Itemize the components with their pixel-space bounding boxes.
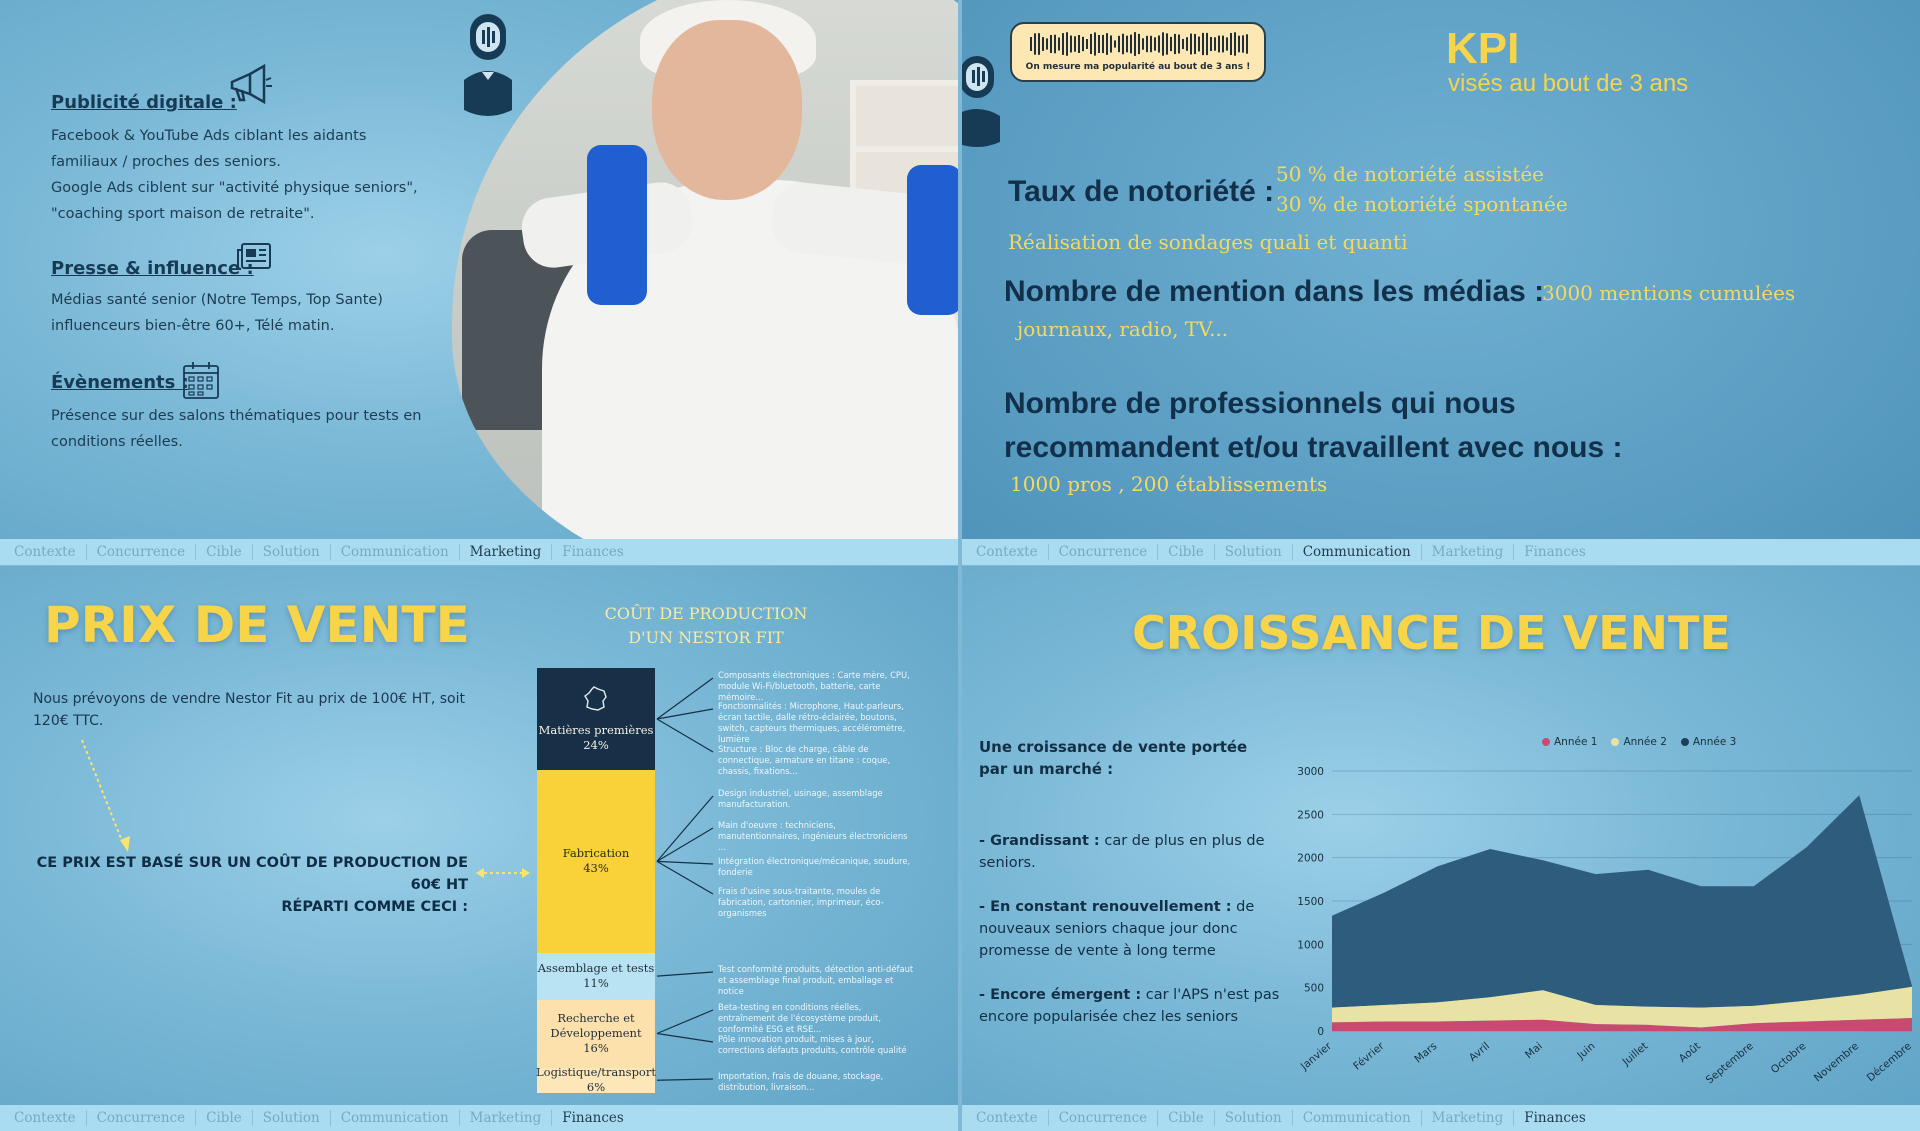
- connector-line: [657, 709, 713, 719]
- answer-mentions: 3000 mentions cumulées: [1542, 281, 1796, 305]
- wave-bar: [1138, 34, 1140, 54]
- slide-nav: [962, 539, 1920, 565]
- wave-bar: [1094, 32, 1096, 55]
- nav-solution[interactable]: Solution: [252, 544, 330, 560]
- nav-solution[interactable]: Solution: [252, 1110, 330, 1126]
- cost-note: Frais d'usine sous-traitante, moules de fabrication, cartonnier, imprimeur, éco-organismes: [718, 886, 884, 918]
- x-tick-label: Avril: [1466, 1040, 1493, 1065]
- wave-bar: [1098, 35, 1100, 53]
- nav-communication[interactable]: Communication: [330, 544, 459, 560]
- wave-bar: [1082, 37, 1084, 51]
- area-annee-3: [1332, 795, 1912, 1007]
- nav-finances[interactable]: Finances: [1513, 1110, 1596, 1126]
- wave-bar: [1234, 32, 1236, 55]
- dotted-arrow-down: [76, 736, 136, 856]
- connector-line: [657, 719, 713, 752]
- connector-line: [657, 1034, 713, 1043]
- wave-bar: [1038, 33, 1040, 55]
- cost-note: Fonctionnalités : Microphone, Haut-parleurs, écran tactile, dalle rétro-éclairée, boutons, switch, capteurs thermiques, accéléromètre, lumière: [718, 701, 906, 744]
- x-tick-label: Août: [1676, 1040, 1704, 1065]
- segment-logistique-transport: [536, 1065, 656, 1095]
- wave-bar: [1090, 34, 1092, 54]
- slide-nav: [0, 1105, 958, 1131]
- wave-bar: [1134, 32, 1136, 56]
- wave-bar: [1166, 33, 1168, 54]
- question-pros: Nombre de professionnels qui nous recommandent et/ou travaillent avec nous :: [1004, 387, 1623, 464]
- segment-fabrication: [537, 770, 655, 953]
- connector-line: [657, 1079, 713, 1080]
- nav-marketing[interactable]: Marketing: [459, 1110, 552, 1126]
- badge-caption: On mesure ma popularité au bout de 3 ans !: [1025, 62, 1251, 72]
- segment-label: Logistique/transport: [536, 1065, 656, 1080]
- wave-bar: [1066, 32, 1068, 56]
- wave-bar: [1106, 33, 1108, 55]
- price-title: PRIX DE VENTE: [44, 596, 470, 654]
- x-tick-label: Décembre: [1864, 1040, 1914, 1085]
- segment-percent: 6%: [586, 1080, 606, 1095]
- cost-note: Test conformité produits, détection anti-défaut et assemblage final produit, emballage et notice: [718, 964, 914, 996]
- cost-note: Importation, frais de douane, stockage, distribution, livraison...: [718, 1071, 884, 1092]
- wave-bar: [1194, 34, 1196, 54]
- section-text-press: Médias santé senior (Notre Temps, Top Sante) influenceurs bien-être 60+, Télé matin.: [51, 292, 383, 334]
- wave-bar: [1086, 39, 1088, 49]
- growth-area-chart: [1272, 751, 1920, 1106]
- wave-bar: [1154, 37, 1156, 50]
- wave-bar: [1110, 35, 1112, 52]
- wave-bar: [1242, 35, 1244, 52]
- nav-cible[interactable]: Cible: [195, 544, 252, 560]
- calendar-icon: [182, 360, 220, 400]
- x-tick-label: Mars: [1412, 1040, 1440, 1066]
- legend-annee-2: Année 2: [1611, 736, 1666, 748]
- nav-marketing[interactable]: Marketing: [1421, 1110, 1514, 1126]
- wave-bar: [1198, 37, 1200, 52]
- slide-nav: [962, 1105, 1920, 1131]
- price-intro: Nous prévoyons de vendre Nestor Fit au prix de 100€ HT, soit 120€ TTC.: [33, 691, 465, 729]
- segment-recherche-developpement: [537, 1000, 655, 1068]
- cost-note: Intégration électronique/mécanique, soudure, fonderie: [718, 856, 911, 877]
- wave-bar: [1222, 36, 1224, 53]
- wave-bar: [1118, 36, 1120, 52]
- growth-point-3: - Encore émergent : car l'APS n'est pas encore popularisée chez les seniors: [979, 987, 1280, 1025]
- wave-bar: [1210, 37, 1212, 51]
- question-mentions: Nombre de mention dans les médias :: [1004, 275, 1545, 308]
- wave-bar: [1162, 32, 1164, 55]
- dumbbell-right: [907, 165, 958, 315]
- wave-bar: [1042, 37, 1044, 51]
- cost-note: Design industriel, usinage, assemblage manufacturation.: [718, 788, 883, 809]
- mascot-icon: [458, 10, 518, 120]
- segment-label: Recherche et Développement: [550, 1011, 642, 1040]
- wave-bar: [1142, 38, 1144, 49]
- connector-line: [657, 1010, 713, 1034]
- growth-title: CROISSANCE DE VENTE: [1132, 606, 1731, 660]
- wave-bar: [1202, 33, 1204, 55]
- chart-legend: [1542, 736, 1736, 748]
- dotted-arrow-horizontal: [476, 866, 530, 880]
- nav-communication[interactable]: Communication: [330, 1110, 459, 1126]
- connector-line: [657, 861, 713, 894]
- nav-marketing[interactable]: Marketing: [1421, 544, 1514, 560]
- answer-notoriete-note: Réalisation de sondages quali et quanti: [1008, 230, 1408, 254]
- cost-note: Composants électroniques : Carte mère, CPU, module Wi-Fi/bluetooth, batterie, carte mémoire...: [718, 670, 910, 702]
- x-tick-label: Novembre: [1811, 1040, 1862, 1085]
- wave-bar: [1050, 35, 1052, 53]
- nav-communication[interactable]: Communication: [1292, 1110, 1421, 1126]
- section-title-digital: Publicité digitale :: [51, 92, 237, 113]
- wave-bar: [1122, 34, 1124, 54]
- x-tick-label: Juin: [1575, 1040, 1598, 1062]
- y-tick-label: 1000: [1297, 939, 1324, 952]
- wave-bar: [1238, 36, 1240, 53]
- segment-percent: 24%: [583, 738, 609, 752]
- dumbbell-left: [587, 145, 647, 305]
- question-notoriete: Taux de notoriété :: [1008, 175, 1275, 208]
- answer-pros: 1000 pros , 200 établissements: [1010, 472, 1328, 496]
- slide-prix-de-vente: [0, 566, 958, 1131]
- cost-title: COÛT DE PRODUCTION D'UN NESTOR FIT: [604, 604, 808, 647]
- wave-bar: [1246, 34, 1248, 53]
- nav-contexte[interactable]: Contexte: [976, 1110, 1038, 1126]
- nav-finances[interactable]: Finances: [551, 544, 634, 560]
- segment-percent: 11%: [583, 976, 609, 991]
- x-tick-label: Mai: [1523, 1040, 1545, 1062]
- growth-intro: Une croissance de vente portée par un marché :: [979, 738, 1248, 778]
- x-tick-label: Septembre: [1703, 1040, 1756, 1087]
- kpi-title: KPI: [1446, 24, 1520, 73]
- wave-bar: [1174, 34, 1176, 54]
- nav-cible[interactable]: Cible: [1157, 1110, 1214, 1126]
- wave-bar: [1218, 36, 1220, 53]
- segment-assemblage-tests: [537, 953, 655, 1000]
- wave-bar: [1126, 36, 1128, 53]
- wave-bar: [1114, 40, 1116, 47]
- slide-nav: [0, 539, 958, 565]
- wave-bar: [1078, 35, 1080, 53]
- x-tick-label: Février: [1351, 1040, 1387, 1073]
- nav-contexte[interactable]: Contexte: [14, 1110, 76, 1126]
- nav-solution[interactable]: Solution: [1214, 1110, 1292, 1126]
- wave-bar: [1034, 33, 1036, 54]
- slide-kpi: [962, 0, 1920, 565]
- nav-marketing[interactable]: Marketing: [459, 544, 552, 560]
- face: [652, 20, 802, 200]
- nav-communication[interactable]: Communication: [1292, 544, 1421, 560]
- nav-concurrence[interactable]: Concurrence: [1048, 544, 1158, 560]
- wave-bar: [1146, 36, 1148, 52]
- y-tick-label: 500: [1303, 982, 1324, 995]
- segment-label: Fabrication: [562, 846, 630, 861]
- section-title-events: Évènements :: [51, 372, 189, 393]
- wave-bar: [1178, 35, 1180, 54]
- legend-annee-3: Année 3: [1681, 736, 1736, 748]
- nav-concurrence[interactable]: Concurrence: [86, 1110, 196, 1126]
- y-tick-label: 3000: [1297, 766, 1324, 778]
- wave-bar: [1226, 37, 1228, 50]
- nav-concurrence[interactable]: Concurrence: [86, 544, 196, 560]
- nav-cible[interactable]: Cible: [1157, 544, 1214, 560]
- wave-bar: [1102, 35, 1104, 53]
- connector-line: [657, 828, 713, 861]
- y-tick-label: 0: [1317, 1026, 1324, 1038]
- answer-mentions-note: journaux, radio, TV...: [1017, 317, 1229, 341]
- slide-croissance: [962, 566, 1920, 1131]
- wave-bar: [1158, 36, 1160, 53]
- nav-cible[interactable]: Cible: [195, 1110, 252, 1126]
- y-tick-label: 2000: [1297, 852, 1324, 865]
- wave-bar: [1030, 37, 1032, 51]
- x-tick-label: Juillet: [1620, 1040, 1651, 1068]
- segment-label: Matières premières: [538, 723, 654, 737]
- connector-line: [657, 861, 713, 864]
- growth-point-2: - En constant renouvellement : de nouveaux seniors chaque jour donc promesse de vente à long terme: [979, 899, 1255, 959]
- popularity-badge: [1010, 22, 1266, 82]
- france-map-icon: [582, 685, 610, 713]
- nav-contexte[interactable]: Contexte: [976, 544, 1038, 560]
- y-tick-label: 1500: [1297, 896, 1324, 908]
- megaphone-icon: [226, 62, 272, 108]
- wave-bar: [1150, 36, 1152, 52]
- growth-point-1: - Grandissant : car de plus en plus de seniors.: [979, 833, 1265, 871]
- segment-percent: 16%: [583, 1041, 609, 1055]
- wave-bar: [1190, 34, 1192, 55]
- segment-percent: 43%: [583, 861, 609, 876]
- x-tick-label: Janvier: [1298, 1040, 1334, 1073]
- section-title-press: Presse & influence :: [51, 258, 254, 279]
- wave-bar: [1182, 39, 1184, 49]
- nav-finances[interactable]: Finances: [1513, 544, 1596, 560]
- senior-exercise-photo: [452, 0, 958, 565]
- cost-note: Beta-testing en conditions réelles, entraînement de l'écosystème produit, conformité ESG et RSE...: [718, 1002, 882, 1034]
- segment-matieres-premieres: [537, 668, 655, 770]
- x-tick-label: Octobre: [1768, 1040, 1809, 1077]
- segment-label: Assemblage et tests: [537, 961, 655, 976]
- y-tick-label: 2500: [1297, 809, 1324, 822]
- connector-line: [657, 972, 713, 976]
- wave-bar: [1186, 37, 1188, 50]
- cost-note: Pôle innovation produit, mises à jour, corrections défauts produits, contrôle qualité: [718, 1034, 907, 1055]
- price-basis: CE PRIX EST BASÉ SUR UN COÛT DE PRODUCTION DE 60€ HT RÉPARTI COMME CECI :: [36, 855, 468, 915]
- soundwave-icon: [1028, 30, 1248, 58]
- nav-contexte[interactable]: Contexte: [14, 544, 76, 560]
- cost-note: Structure : Bloc de charge, câble de connectique, armature en titane : coque, chassis, fixations...: [718, 744, 891, 776]
- mascot-icon: [962, 52, 1004, 152]
- wave-bar: [1074, 36, 1076, 51]
- legend-annee-1: Année 1: [1542, 736, 1597, 748]
- nav-solution[interactable]: Solution: [1214, 544, 1292, 560]
- wave-bar: [1170, 37, 1172, 51]
- connector-line: [657, 796, 713, 861]
- wave-bar: [1070, 36, 1072, 53]
- answer-notoriete-1: 50 % de notoriété assistée: [1276, 162, 1545, 186]
- section-text-events: Présence sur des salons thématiques pour tests en conditions réelles.: [51, 408, 422, 450]
- nav-concurrence[interactable]: Concurrence: [1048, 1110, 1158, 1126]
- cost-note: Main d'oeuvre : techniciens, manutentionnaires, ingénieurs électroniciens ...: [718, 820, 908, 852]
- nav-finances[interactable]: Finances: [551, 1110, 634, 1126]
- wave-bar: [1046, 38, 1048, 49]
- wave-bar: [1058, 38, 1060, 51]
- wave-bar: [1230, 33, 1232, 55]
- newspaper-icon: [236, 242, 272, 272]
- kpi-subtitle: visés au bout de 3 ans: [1448, 70, 1689, 97]
- wave-bar: [1214, 37, 1216, 50]
- wave-bar: [1062, 33, 1064, 55]
- wave-bar: [1130, 35, 1132, 54]
- connector-lines: [655, 566, 715, 1131]
- section-text-digital: Facebook & YouTube Ads ciblant les aidants familiaux / proches des seniors. Google Ads ciblent sur "activité physique seniors", "coaching sport maison de retraite".: [51, 128, 418, 222]
- connector-line: [657, 678, 713, 719]
- wave-bar: [1206, 33, 1208, 55]
- answer-notoriete-2: 30 % de notoriété spontanée: [1276, 192, 1568, 216]
- slide-marketing: [0, 0, 958, 565]
- wave-bar: [1054, 35, 1056, 54]
